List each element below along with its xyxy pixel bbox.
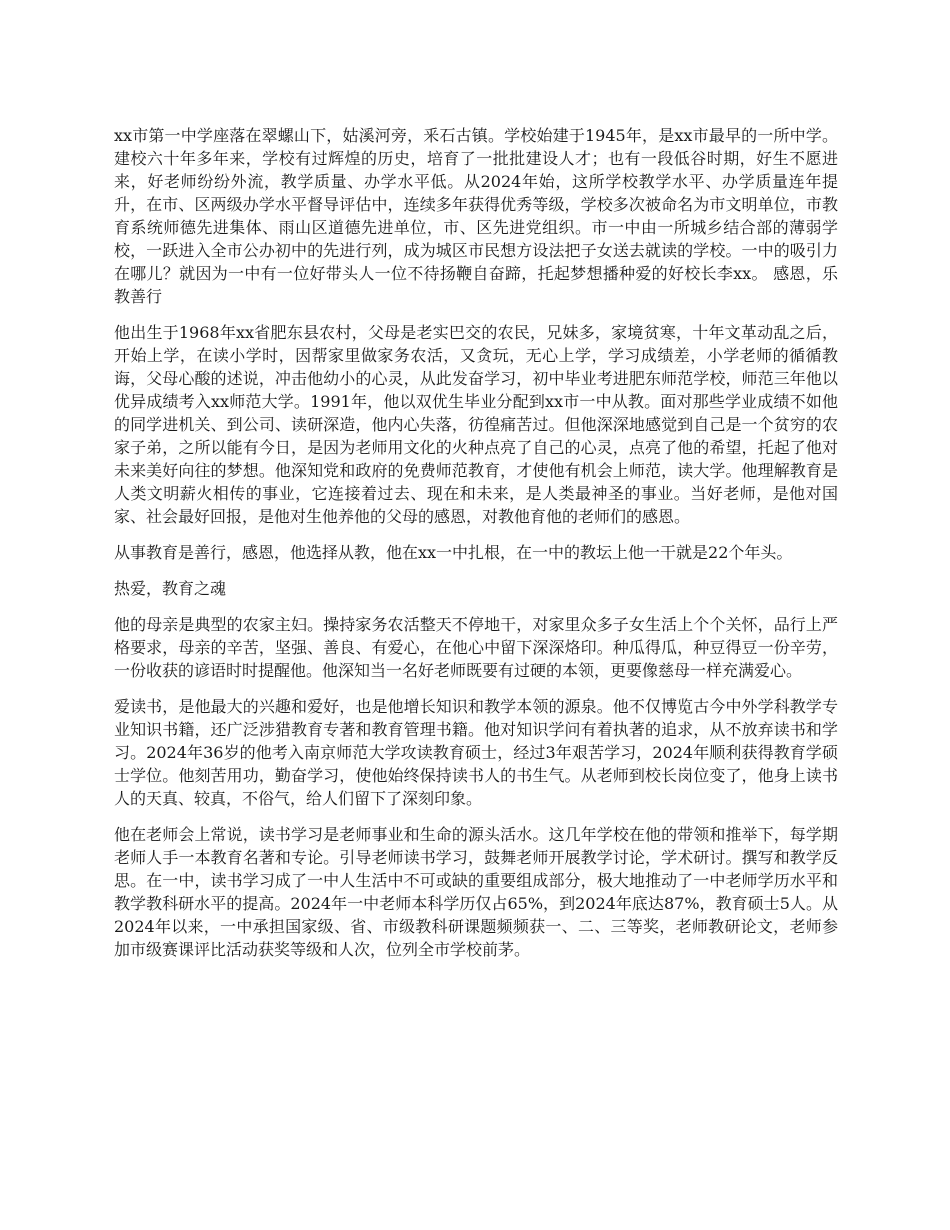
document-body [114,124,838,974]
paragraph-teachers: 他在老师会上常说，读书学习是老师事业和生命的源头活水。这几年学校在他的带领和推举下，每学期老师人手一本教育名著和专论。引导老师读书学习，鼓舞老师开展教学讨论，学术研讨。撰写和教学反思。在一中，读书学习成了一中人生活中不可或缺的重要组成部分，极大地推动了一中老师学历水平和教学教科研水平的提高。2024年一中老师本科学历仅占65%，到2024年底达87%，教育硕士5人。从2024年以来，一中承担国家级、省、市级教科研课题频频获一、二、三等奖，老师教研论文，老师参加市级赛课评比活动获奖等级和人次，位列全市学校前茅。 [114,825,838,959]
paragraph-early-life: 他出生于1968年xx省肥东县农村，父母是老实巴交的农民，兄妹多，家境贫寒，十年文革动乱之后，开始上学，在读小学时，因帮家里做家务农活，又贪玩，无心上学，学习成绩差，小学老师的循循教诲，父母心酸的述说，冲击他幼小的心灵，从此发奋学习，初中毕业考进肥东师范学校，师范三年他以优异成绩考入xx师范大学。1991年，他以双优生毕业分配到xx市一中从教。面对那些学业成绩不如他的同学进机关、到公司、读研深造，他内心失落，彷徨痛苦过。但他深深地感觉到自己是一个贫穷的农家子弟，之所以能有今日，是因为老师用文化的火种点亮了自己的心灵，点亮了他的希望，托起了他对未来美好向往的梦想。他深知党和政府的免费师范教育，才使他有机会上师范，读大学。他理解教育是人类文明薪火相传的事业，它连接着过去、现在和未来，是人类最神圣的事业。当好老师，是他对国家、社会最好回报，是他对生他养他的父母的感恩，对教他育他的老师们的感恩。 [114,323,838,526]
paragraph-career: 从事教育是善行，感恩，他选择从教，他在xx一中扎根，在一中的教坛上他一干就是22个年头。 [114,543,793,562]
paragraph-intro: xx市第一中学座落在翠螺山下，姑溪河旁，釆石古镇。学校始建于1945年，是xx市最早的一所中学。建校六十年多年来，学校有过辉煌的历史，培育了一批批建设人才；也有一段低谷时期，好生不愿进来，好老师纷纷外流，教学质量、办学水平低。从2024年始，这所学校教学水平、办学质量连年提升，在市、区两级办学水平督导评估中，连续多年获得优秀等级，学校多次被命名为市文明单位，市教育系统师德先进集体、雨山区道德先进单位，市、区先进党组织。市一中由一所城乡结合部的薄弱学校，一跃进入全市公办初中的先进行列，成为城区市民想方设法把子女送去就读的学校。一中的吸引力在哪儿？就因为一中有一位好带头人一位不待扬鞭自奋蹄，托起梦想播种爱的好校长李xx。 感恩，乐教善行 [114,126,838,306]
section-heading: 热爱，教育之魂 [114,579,227,598]
paragraph-mother: 他的母亲是典型的农家主妇。操持家务农活整天不停地干，对家里众多子女生活上个个关怀，品行上严格要求，母亲的辛苦，坚强、善良、有爱心，在他心中留下深深烙印。种瓜得瓜，种豆得豆一份辛劳，一份收获的谚语时时提醒他。他深知当一名好老师既要有过硬的本领，更要像慈母一样充满爱心。 [114,615,838,680]
paragraph-reading: 爱读书，是他最大的兴趣和爱好，也是他增长知识和教学本领的源泉。他不仅博览古今中外学科教学专业知识书籍，还广泛涉猎教育专著和教育管理书籍。他对知识学问有着执著的追求，从不放弃读书和学习。2024年36岁的他考入南京师范大学攻读教育硕士，经过3年艰苦学习，2024年顺利获得教育学硕士学位。他刻苦用功，勤奋学习，使他始终保持读书人的书生气。从老师到校长岗位变了，他身上读书人的天真、较真，不俗气，给人们留下了深刻印象。 [114,697,838,808]
